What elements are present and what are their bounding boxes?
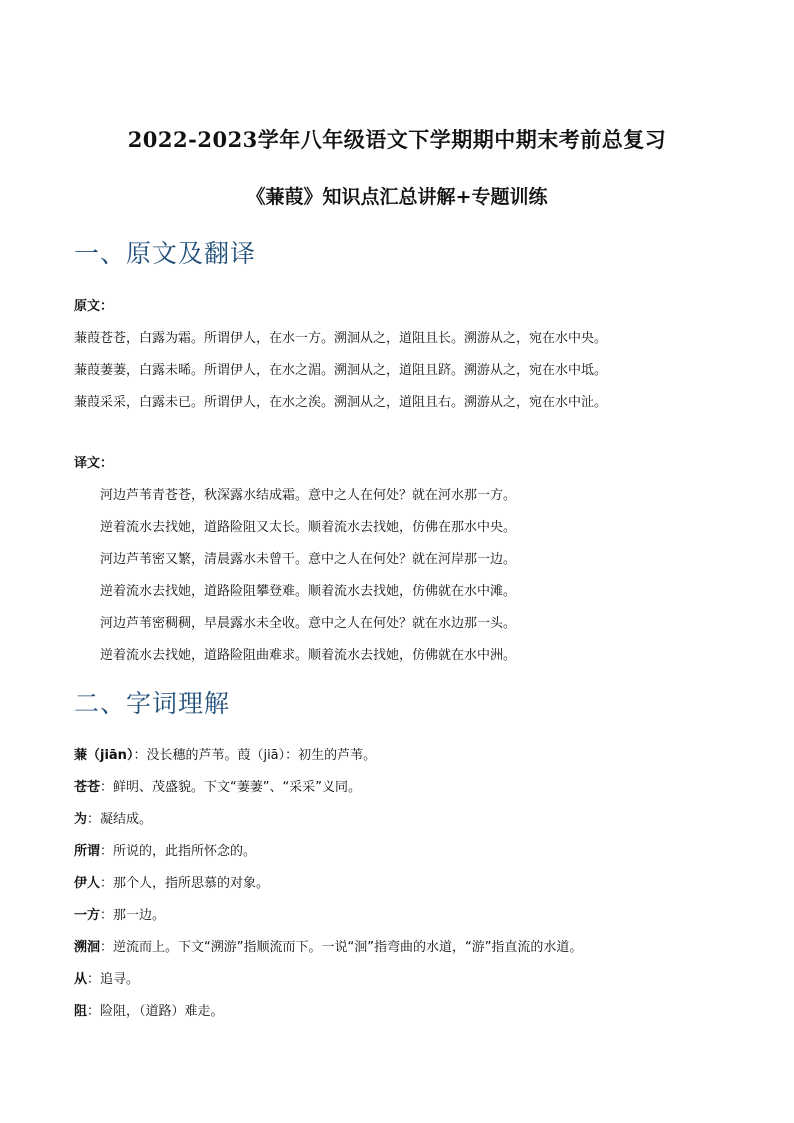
vocab-gloss: ：凝结成。 bbox=[87, 812, 153, 827]
translation-line: 河边芦苇密稠稠，早晨露水未全收。意中之人在何处？就在水边那一头。 bbox=[100, 616, 517, 631]
translation-label: 译文： bbox=[74, 456, 114, 471]
section-heading-original-translation: 一、原文及翻译 bbox=[74, 239, 257, 268]
document-subtitle: 《蒹葭》知识点汇总讲解+专题训练 bbox=[246, 186, 548, 208]
translation-line: 逆着流水去找她，道路险阻攀登难。顺着流水去找她，仿佛就在水中滩。 bbox=[100, 584, 517, 599]
translation-block bbox=[74, 448, 516, 672]
vocab-item bbox=[74, 868, 582, 900]
vocab-term: 所谓 bbox=[74, 844, 101, 859]
section-heading-vocabulary: 二、字词理解 bbox=[74, 689, 231, 718]
original-label: 原文： bbox=[74, 299, 114, 314]
vocab-item bbox=[74, 836, 582, 868]
translation-line: 逆着流水去找她，道路险阻又太长。顺着流水去找她，仿佛在那水中央。 bbox=[100, 520, 517, 535]
vocab-term: 伊人 bbox=[74, 876, 101, 891]
vocab-term: 阻 bbox=[74, 1004, 88, 1019]
vocab-gloss: ：没长穗的芦苇。葭（jiā）：初生的芦苇。 bbox=[133, 748, 377, 763]
original-line: 蒹葭采采，白露未已。所谓伊人，在水之涘。溯洄从之，道阻且右。溯游从之，宛在水中沚。 bbox=[74, 395, 608, 410]
vocab-item bbox=[74, 900, 582, 932]
vocab-term: 溯洄 bbox=[74, 940, 101, 955]
vocab-item bbox=[74, 932, 582, 964]
original-line: 蒹葭苍苍，白露为霜。所谓伊人，在水一方。溯洄从之，道阻且长。溯游从之，宛在水中央。 bbox=[74, 331, 608, 346]
vocab-gloss: ：那一边。 bbox=[100, 908, 166, 923]
vocab-item bbox=[74, 996, 582, 1028]
vocab-gloss: ：逆流而上。下文“溯游”指顺流而下。一说“洄”指弯曲的水道，“游”指直流的水道。 bbox=[100, 940, 583, 955]
vocab-item bbox=[74, 804, 582, 836]
vocab-gloss: ：鲜明、茂盛貌。下文“萋萋”、“采采”义同。 bbox=[100, 780, 361, 795]
vocab-gloss: ：那个人，指所思慕的对象。 bbox=[100, 876, 270, 891]
vocab-gloss: ：所说的，此指所怀念的。 bbox=[100, 844, 257, 859]
vocab-gloss: ：追寻。 bbox=[87, 972, 140, 987]
original-text-block bbox=[74, 291, 607, 419]
vocab-gloss: ：险阻，（道路）难走。 bbox=[87, 1004, 224, 1019]
vocab-term: 蒹（jiān） bbox=[74, 748, 134, 763]
translation-line: 河边芦苇密又繁，清晨露水未曾干。意中之人在何处？就在河岸那一边。 bbox=[100, 552, 517, 567]
vocab-term: 苍苍 bbox=[74, 780, 101, 795]
vocab-item bbox=[74, 964, 582, 996]
translation-line: 河边芦苇青苍苍，秋深露水结成霜。意中之人在何处？就在河水那一方。 bbox=[100, 488, 517, 503]
vocab-term: 一方 bbox=[74, 908, 101, 923]
vocab-term: 为 bbox=[74, 812, 88, 827]
document-title: 2022-2023学年八年级语文下学期期中期末考前总复习 bbox=[127, 127, 667, 152]
vocabulary-list bbox=[74, 740, 582, 1028]
vocab-term: 从 bbox=[74, 972, 88, 987]
vocab-item bbox=[74, 740, 582, 772]
original-line: 蒹葭萋萋，白露未晞。所谓伊人，在水之湄。溯洄从之，道阻且跻。溯游从之，宛在水中坻。 bbox=[74, 363, 608, 378]
translation-line: 逆着流水去找她，道路险阻曲难求。顺着流水去找她，仿佛就在水中洲。 bbox=[100, 648, 517, 663]
vocab-item bbox=[74, 772, 582, 804]
